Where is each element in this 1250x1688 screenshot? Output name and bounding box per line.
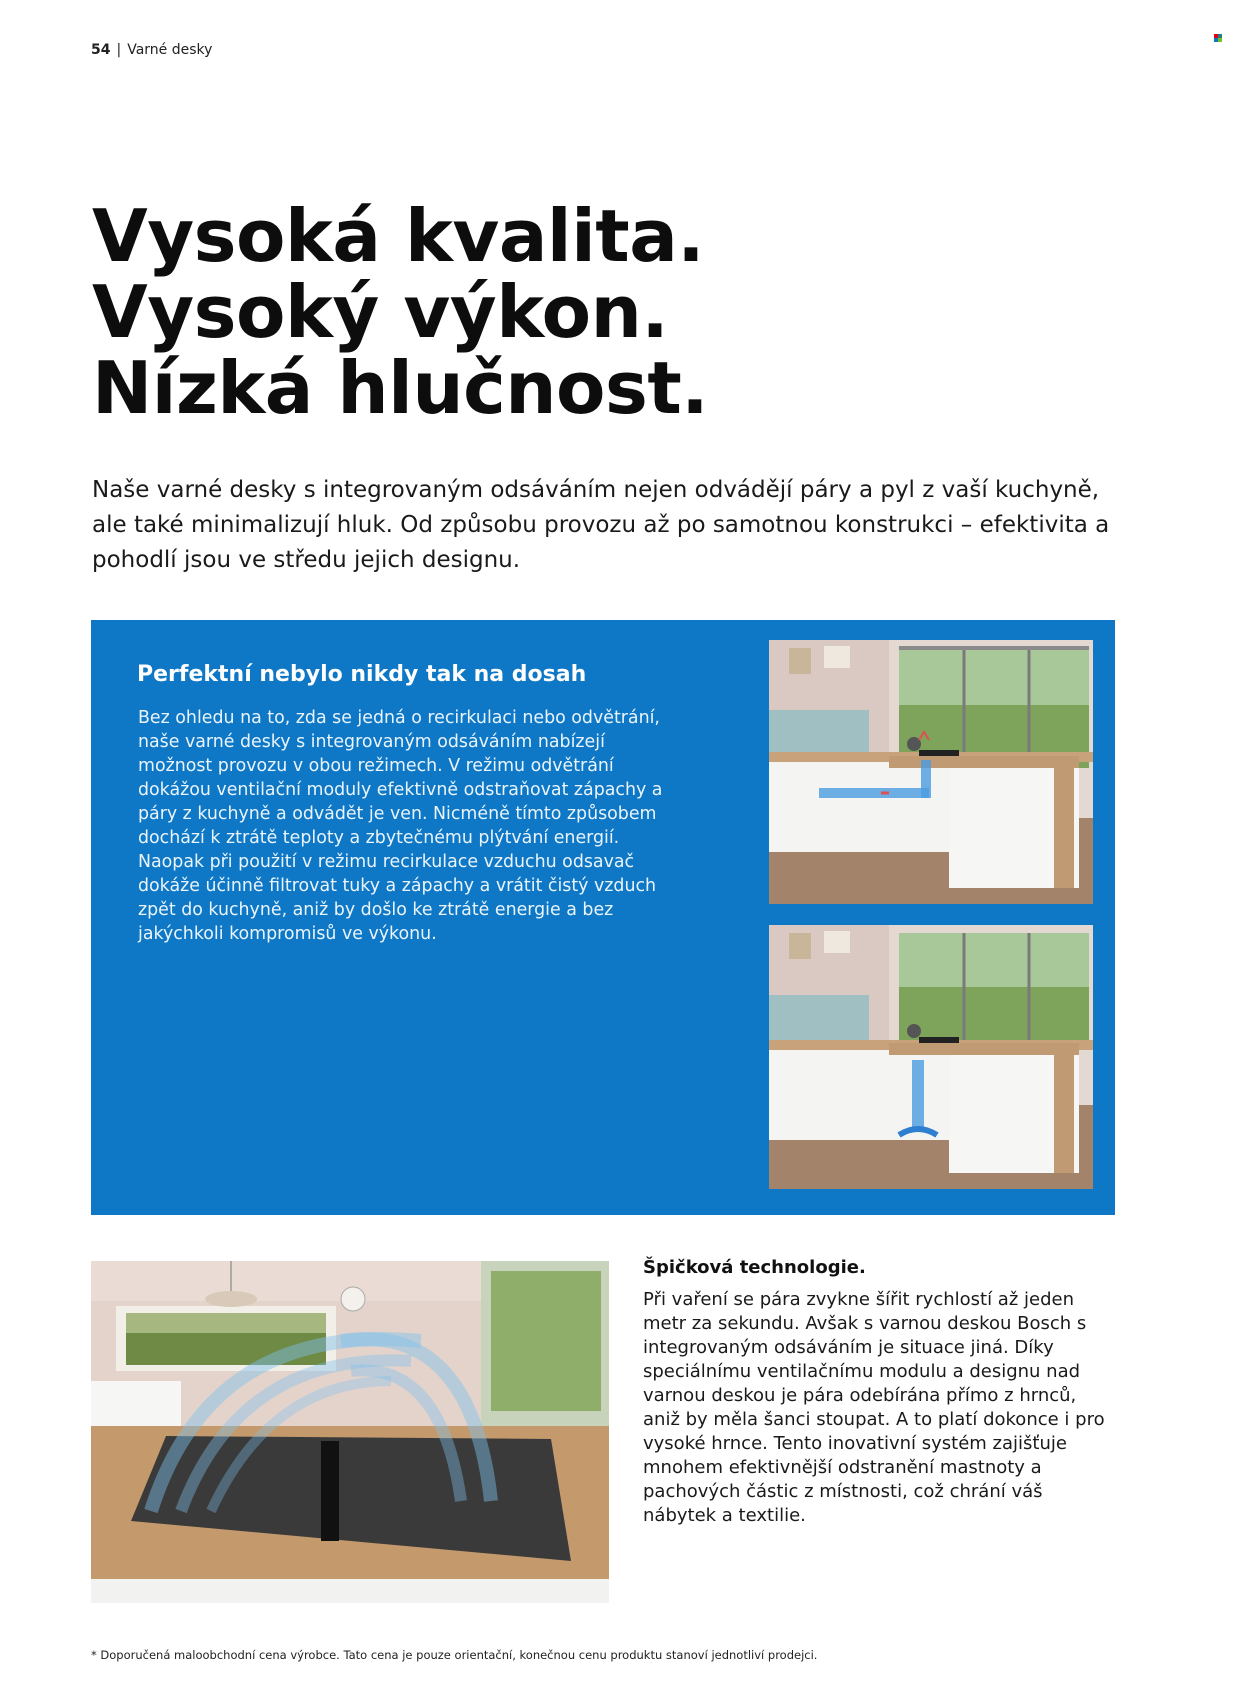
- headline-line-3: Nízká hlučnost.: [92, 346, 709, 430]
- header-separator: |: [116, 42, 122, 58]
- kitchen-exhaust-mode-image: [769, 640, 1093, 904]
- info-box-title: Perfektní nebylo nikdy tak na dosah: [137, 662, 587, 687]
- info-box-body: Bez ohledu na to, zda se jedná o recirkulaci nebo odvětrání, naše varné desky s integrovaným odsáváním nabízejí možnost provozu v obou režimech. V režimu odvětrání dokážou ventilační moduly efektivně odstraňovat zápachy a páry z kuchyně a odvádět je ven. Nicméně tímto způsobem dochází k ztrátě teploty a zbytečnému plýtvání energií. Naopak při použití v režimu recirkulace vzduchu odsavač dokáže účinně filtrovat tuky a zápachy a vrátit čistý vzduch zpět do kuchyně, aniž by došlo ke ztrátě energie a bez jakýchkoli kompromisů ve výkonu.: [138, 708, 663, 944]
- headline-line-2: Vysoký výkon.: [92, 270, 669, 354]
- page-header: [91, 42, 212, 58]
- tech-title: Špičková technologie.: [643, 1257, 866, 1278]
- brand-mark-icon: [1214, 34, 1222, 42]
- page-number: 54: [91, 42, 111, 58]
- section-label: Varné desky: [127, 42, 213, 58]
- footnote: * Doporučená maloobchodní cena výrobce. Tato cena je pouze orientační, konečnou cenu produktu stanoví jednotliví prodejci.: [91, 1648, 818, 1662]
- headline: [92, 194, 709, 430]
- tech-body: Při vaření se pára zvykne šířit rychlostí až jeden metr za sekundu. Avšak s varnou deskou Bosch s integrovaným odsáváním je situace jiná. Díky speciálnímu ventilačnímu modulu a designu nad varnou deskou je pára odebírána přímo z hrnců, aniž by měla šanci stoupat. A to platí dokonce i pro vysoké hrnce. Tento inovativní systém zajišťuje mnohem efektivnější odstranění mastnoty a pachových částic z místnosti, což chrání váš nábytek a textilie.: [643, 1289, 1105, 1526]
- headline-line-1: Vysoká kvalita.: [92, 194, 705, 278]
- kitchen-recirculation-mode-image: [769, 925, 1093, 1189]
- info-box: [91, 620, 1115, 1215]
- hob-technology-image: [91, 1261, 609, 1603]
- intro-paragraph: Naše varné desky s integrovaným odsáváním nejen odvádějí páry a pyl z vaší kuchyně, ale také minimalizují hluk. Od způsobu provozu až po samotnou konstrukci – efektivita a pohodlí jsou ve středu jejich designu.: [92, 477, 1110, 573]
